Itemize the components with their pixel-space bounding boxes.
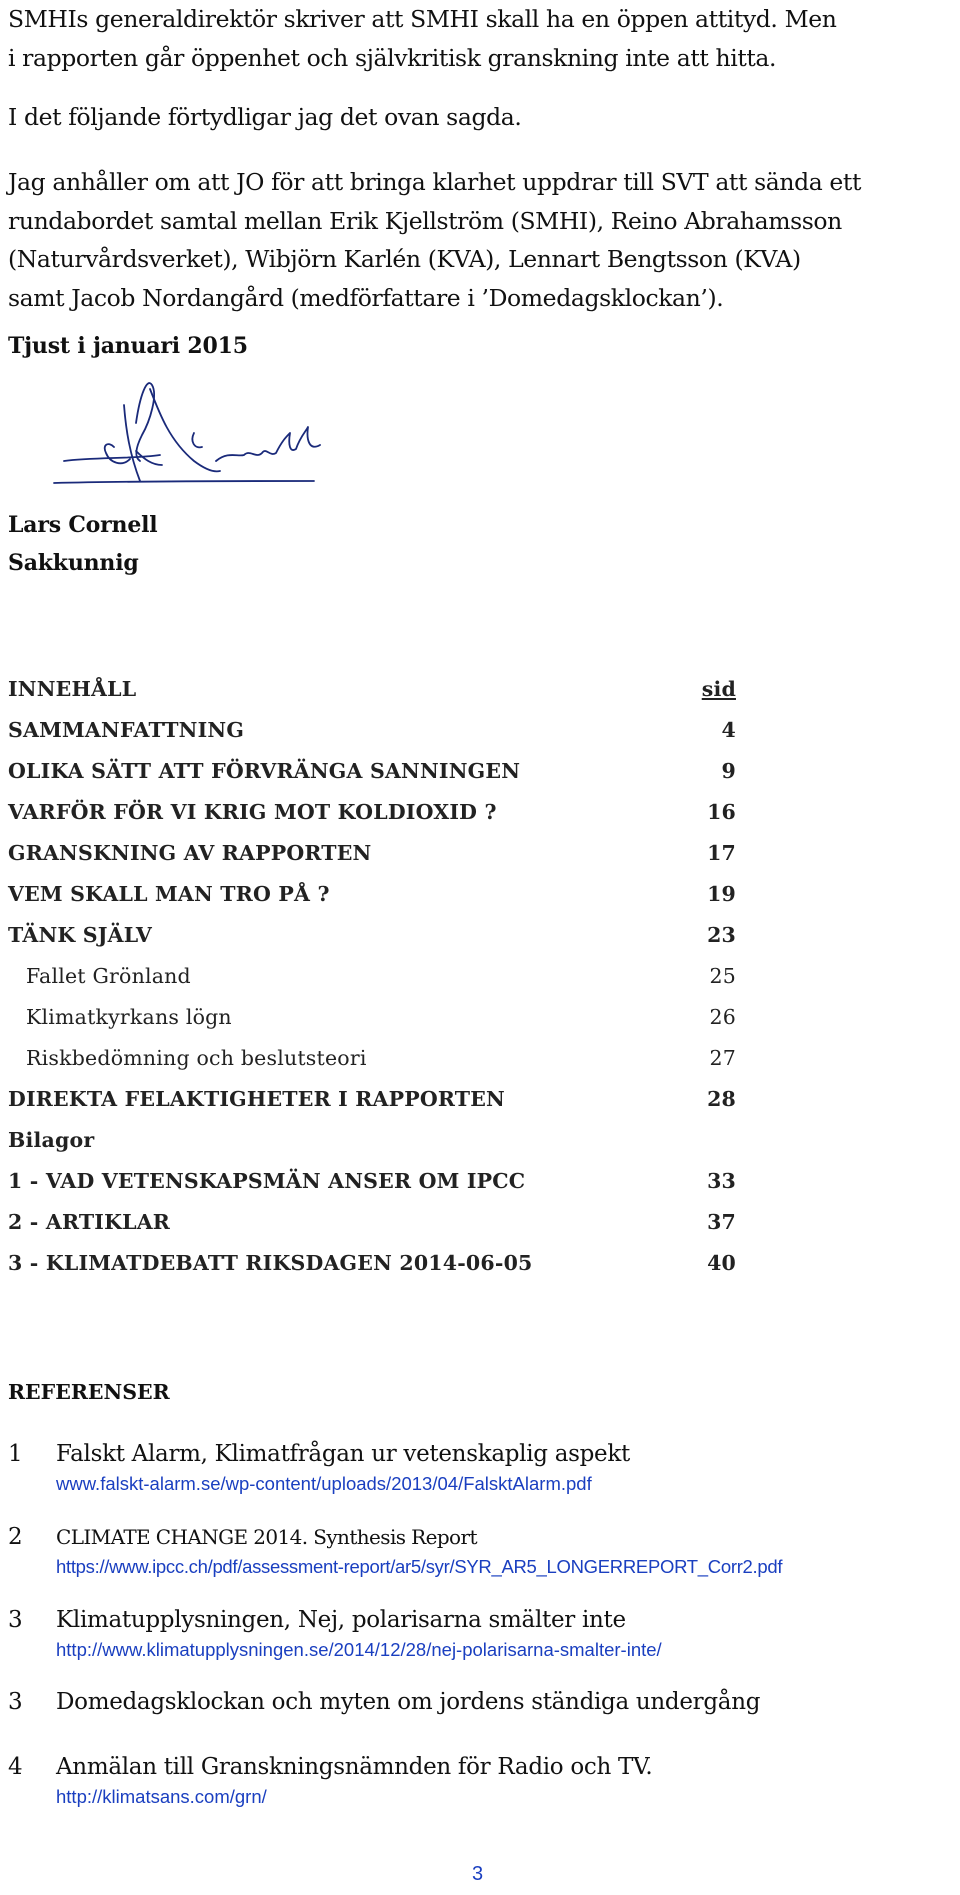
toc-header (8, 674, 736, 704)
request-line: Jag anhåller om att JO för att bringa klarhet uppdrar till SVT att sända ett (8, 168, 862, 196)
reference-title: CLIMATE CHANGE 2014. Synthesis Report (56, 1525, 477, 1549)
toc-subentry[interactable] (8, 961, 736, 991)
toc-entry-page: 4 (721, 718, 736, 742)
toc-entry-label: 1 - VAD VETENSKAPSMÄN ANSER OM IPCC (8, 1169, 526, 1193)
reference-number: 3 (8, 1689, 23, 1715)
toc-heading: INNEHÅLL (8, 677, 137, 701)
toc-entry-page: 19 (707, 882, 736, 906)
request-line: samt Jacob Nordangård (medförfattare i ’Domedagsklockan’). (8, 283, 724, 312)
reference-number: 1 (8, 1441, 23, 1467)
toc-entry-label: VARFÖR FÖR VI KRIG MOT KOLDIOXID ? (8, 800, 497, 824)
toc-entry-label: OLIKA SÄTT ATT FÖRVRÄNGA SANNINGEN (8, 759, 521, 783)
toc-entry-page: 37 (707, 1210, 736, 1234)
toc-entry[interactable] (8, 756, 736, 786)
toc-entry-page: 23 (707, 923, 736, 947)
toc-entry-label: Bilagor (8, 1128, 95, 1152)
toc-subentry[interactable] (8, 1043, 736, 1073)
toc-entry[interactable] (8, 715, 736, 745)
toc-entry-label: Fallet Grönland (26, 964, 191, 988)
toc-entry-page: 26 (709, 1005, 736, 1029)
reference-number: 4 (8, 1754, 23, 1780)
toc-entry-label: Klimatkyrkans lögn (26, 1005, 232, 1029)
toc-entry-label: 2 - ARTIKLAR (8, 1210, 171, 1234)
toc-entry-label: TÄNK SJÄLV (8, 923, 153, 947)
toc-entry-label: VEM SKALL MAN TRO PÅ ? (8, 882, 330, 906)
toc-section-bilagor (8, 1125, 736, 1155)
toc-entry-label: Riskbedömning och beslutsteori (26, 1046, 367, 1070)
author-role: Sakkunnig (8, 550, 139, 576)
toc-entry-page: 9 (721, 759, 736, 783)
toc-entry-page: 17 (707, 841, 736, 865)
toc-entry[interactable] (8, 1207, 736, 1237)
clarify-line: I det följande förtydligar jag det ovan sagda. (8, 103, 522, 131)
page-number: 3 (472, 1863, 484, 1885)
author-name: Lars Cornell (8, 512, 158, 538)
toc-entry[interactable] (8, 1248, 736, 1278)
toc-entry-label: SAMMANFATTNING (8, 718, 245, 742)
toc-entry[interactable] (8, 1166, 736, 1196)
signature (44, 375, 339, 493)
reference-link[interactable]: http://www.klimatupplysningen.se/2014/12/28/nej-polarisarna-smalter-inte/ (56, 1639, 662, 1660)
intro-line: i rapporten går öppenhet och självkritisk granskning inte att hitta. (8, 43, 777, 72)
toc-entry-page: 16 (707, 800, 736, 824)
reference-number: 2 (8, 1524, 23, 1550)
toc-entry-page: 27 (709, 1046, 736, 1070)
reference-link[interactable]: www.falskt-alarm.se/wp-content/uploads/2013/04/FalsktAlarm.pdf (56, 1473, 592, 1494)
references-heading: REFERENSER (8, 1380, 170, 1404)
toc-entry-page: 28 (707, 1087, 736, 1111)
toc-entry-page: 33 (707, 1169, 736, 1193)
toc-page-label: sid (701, 677, 736, 701)
reference-title: Klimatupplysningen, Nej, polarisarna smälter inte (56, 1607, 626, 1633)
request-line: rundabordet samtal mellan Erik Kjellström (SMHI), Reino Abrahamsson (8, 206, 842, 235)
intro-line: SMHIs generaldirektör skriver att SMHI skall ha en öppen attityd. Men (8, 5, 837, 33)
toc-entry-label: DIREKTA FELAKTIGHETER I RAPPORTEN (8, 1087, 505, 1111)
toc-entry[interactable] (8, 879, 736, 909)
place-date: Tjust i januari 2015 (8, 333, 248, 359)
intro-paragraph (8, 0, 956, 77)
reference-number: 3 (8, 1607, 23, 1633)
reference-link[interactable]: http://klimatsans.com/grn/ (56, 1786, 267, 1807)
toc-entry-page: 25 (709, 964, 736, 988)
reference-link[interactable]: https://www.ipcc.ch/pdf/assessment-report/ar5/syr/SYR_AR5_LONGERREPORT_Corr2.pdf (56, 1556, 783, 1577)
reference-title: Falskt Alarm, Klimatfrågan ur vetenskaplig aspekt (56, 1441, 630, 1467)
clarify-paragraph (8, 98, 956, 137)
toc-entry[interactable] (8, 920, 736, 950)
toc-subentry[interactable] (8, 1002, 736, 1032)
toc-entry-page: 40 (707, 1251, 736, 1275)
toc-entry[interactable] (8, 838, 736, 868)
reference-title: Domedagsklockan och myten om jordens ständiga undergång (56, 1689, 761, 1715)
toc-entry[interactable] (8, 1084, 736, 1114)
request-paragraph (8, 163, 956, 317)
toc-entry[interactable] (8, 797, 736, 827)
request-line: (Naturvårdsverket), Wibjörn Karlén (KVA), Lennart Bengtsson (KVA) (8, 245, 801, 273)
toc-entry-label: 3 - KLIMATDEBATT RIKSDAGEN 2014-06-05 (8, 1251, 533, 1275)
toc-entry-label: GRANSKNING AV RAPPORTEN (8, 841, 372, 865)
reference-title: Anmälan till Granskningsnämnden för Radio och TV. (56, 1754, 653, 1780)
